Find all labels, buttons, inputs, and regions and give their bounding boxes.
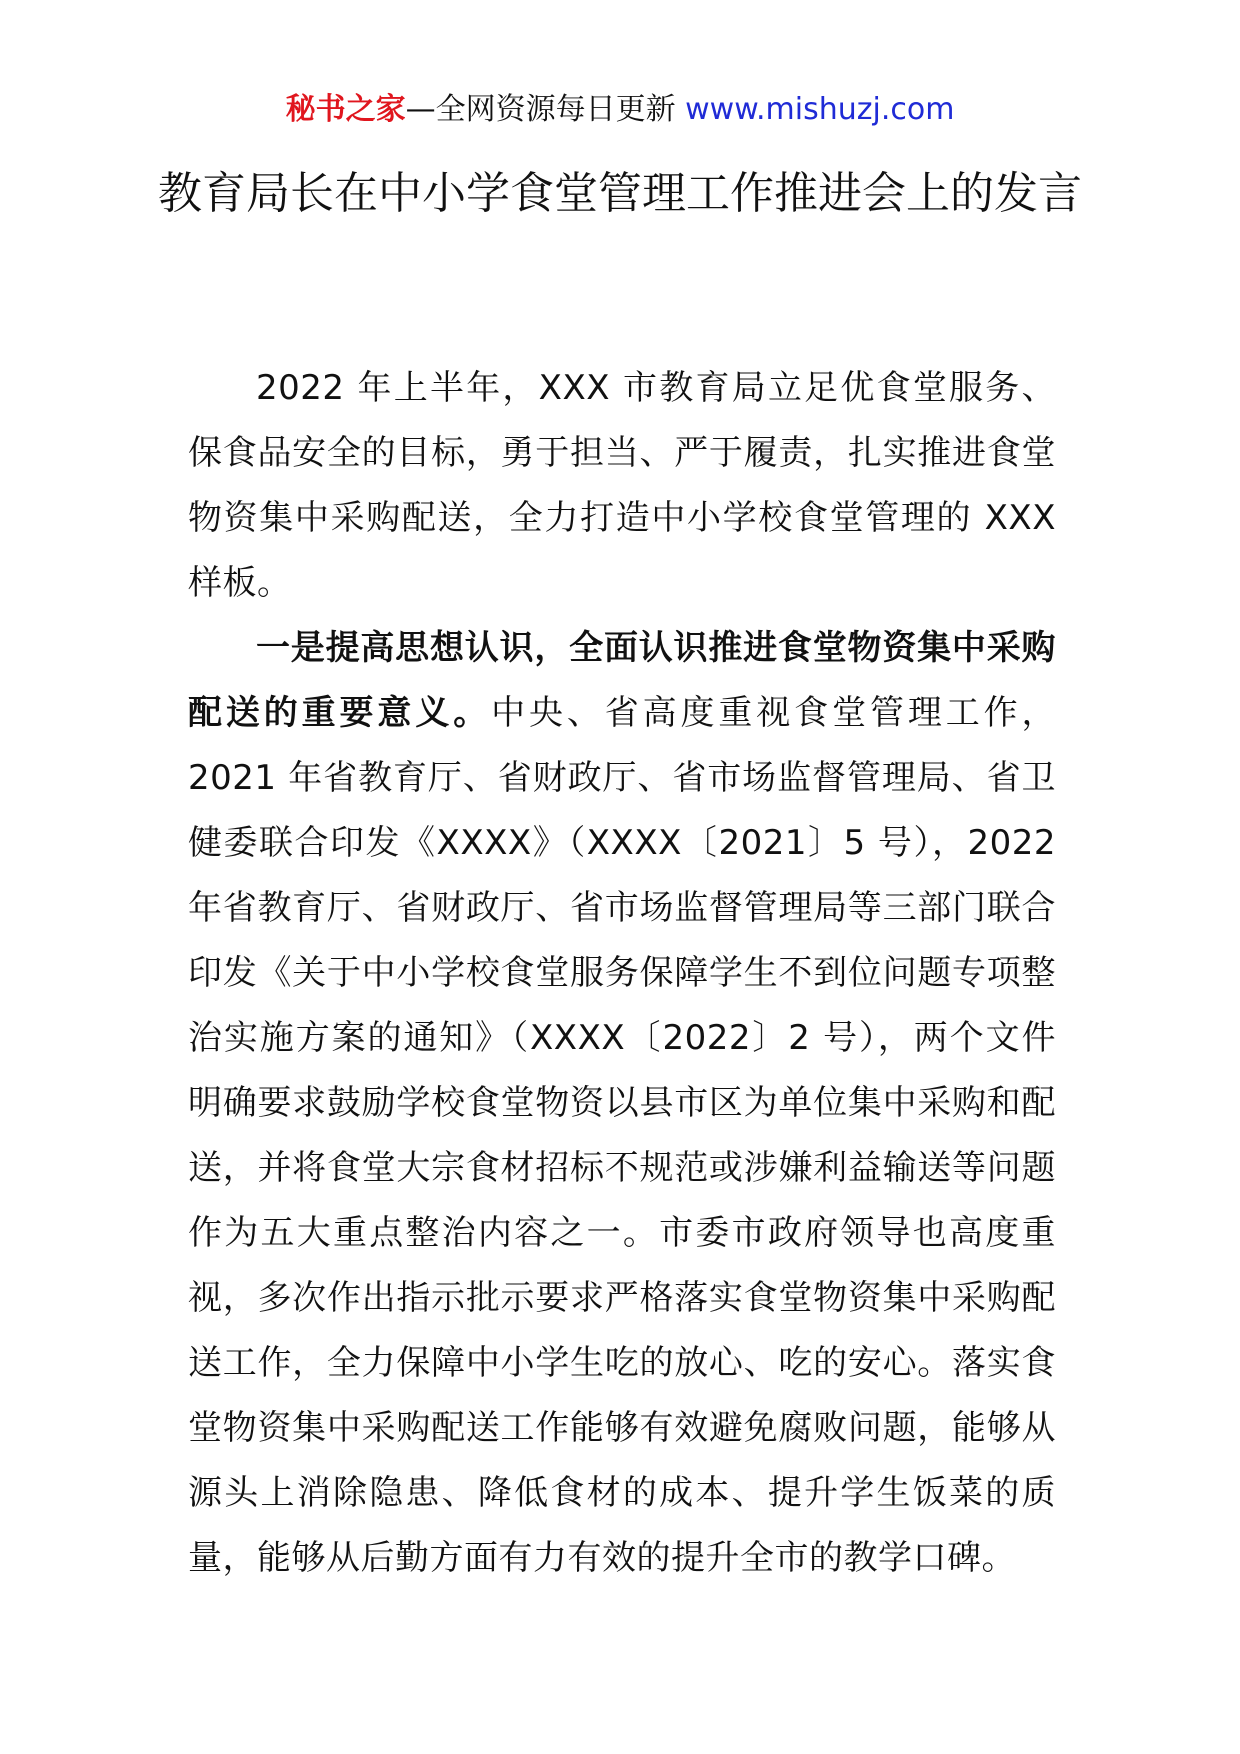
document-title: 教育局长在中小学食堂管理工作推进会上的发言 <box>158 168 1082 219</box>
paragraph-text: 中央、省高度重视食堂管理工作，2021 年省教育厅、省财政厅、省市场监督管理局、省卫健委联合印发《XXXX》（XXXX〔2021〕5 号），2022 年省教育厅、省财政厅、省市场监督管理局等三部门联合印发《关于中小学校食堂服务保障学生不到位问题专项整治实施方案的通知》（XXXX〔2022〕2 号），两个文件明确要求鼓励学校食堂物资以县市区为单位集中采购和配送，并将食堂大宗食材招标不规范或涉嫌利益输送等问题作为五大重点整治内容之一。市委市政府领导也高度重视，多次作出指示批示要求严格落实食堂物资集中采购配送工作，全力保障中小学生吃的放心、吃的安心。落实食堂物资集中采购配送工作能够有效避免腐败问题，能够从源头上消除隐患、降低食材的成本、提升学生饭菜的质量，能够从后勤方面有力有效的提升全市的教学口碑。 <box>188 693 1057 1578</box>
paragraph-point-one <box>188 616 1056 1591</box>
paragraph-lead: 一是提高思想认识，全面认识推进食堂物资集中采购配送的重要意义。 <box>188 628 1056 733</box>
website-link[interactable]: www.mishuzj.com <box>685 92 955 127</box>
paragraph-intro <box>188 356 1056 616</box>
site-header <box>0 90 1240 130</box>
brand-name: 秘书之家 <box>285 92 406 127</box>
document-body <box>188 356 1056 1591</box>
header-tagline: —全网资源每日更新 <box>405 92 686 127</box>
paragraph-text: 2022 年上半年，XXX 市教育局立足优食堂服务、保食品安全的目标，勇于担当、严于履责，扎实推进食堂物资集中采购配送，全力打造中小学校食堂管理的 XXX 样板。 <box>188 368 1056 603</box>
